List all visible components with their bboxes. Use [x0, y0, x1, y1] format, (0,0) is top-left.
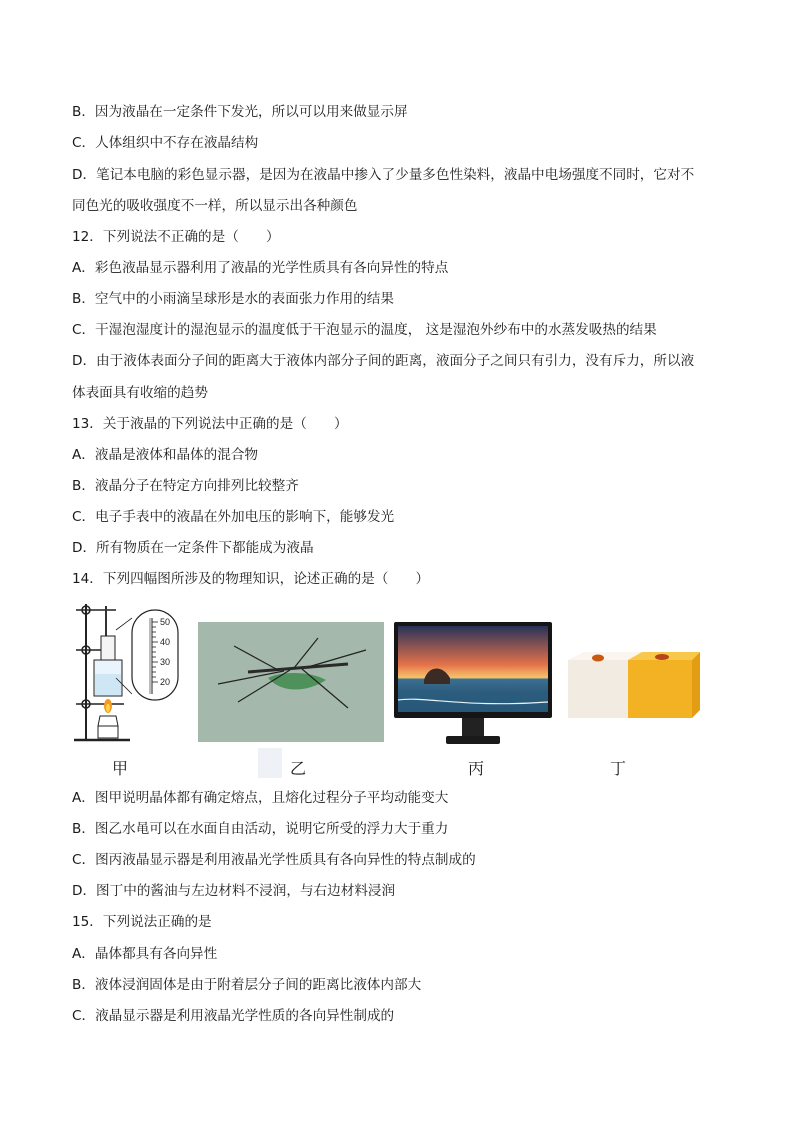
option-13a: A．液晶是液体和晶体的混合物: [72, 447, 259, 463]
option-14c: C．图丙液晶显示器是利用液晶光学性质具有各向异性的特点制成的: [72, 852, 476, 868]
option-13d: D．所有物质在一定条件下都能成为液晶: [72, 540, 314, 556]
question-13: 13．关于液晶的下列说法中正确的是（ ）: [72, 416, 348, 432]
tick-label: 40: [160, 637, 171, 647]
figure-label-ding: 丁: [610, 759, 627, 778]
option-11d-cont: 同色光的吸收强度不一样，所以显示出各种颜色: [72, 198, 358, 214]
question-15: 15．下列说法正确的是: [72, 914, 212, 930]
lcd-monitor-image: [394, 622, 554, 750]
option-15a: A．晶体都具有各向异性: [72, 946, 218, 962]
option-13c: C．电子手表中的液晶在外加电压的影响下，能够发光: [72, 509, 395, 525]
figure-label-bing: 丙: [468, 759, 485, 778]
option-11b: B．因为液晶在一定条件下发光，所以可以用来做显示屏: [72, 104, 408, 120]
material-blocks-image: [564, 650, 704, 722]
tick-label: 50: [160, 617, 171, 627]
tick-label: 30: [160, 657, 171, 667]
option-14b: B．图乙水黾可以在水面自由活动，说明它所受的浮力大于重力: [72, 821, 449, 837]
option-15c: C．液晶显示器是利用液晶光学性质的各向异性制成的: [72, 1008, 395, 1024]
water-strider-image: [198, 622, 384, 742]
figure-label-yi: 乙: [290, 759, 307, 778]
option-12b: B．空气中的小雨滴呈球形是水的表面张力作用的结果: [72, 291, 394, 307]
option-14a: A．图甲说明晶体都有确定熔点，且熔化过程分子平均动能变大: [72, 790, 449, 806]
option-12a: A．彩色液晶显示器利用了液晶的光学性质具有各向异性的特点: [72, 260, 449, 276]
image-gap: [258, 748, 282, 778]
option-14d: D．图丁中的酱油与左边材料不浸润，与右边材料浸润: [72, 883, 396, 899]
option-12d: D．由于液体表面分子间的距离大于液体内部分子间的距离，液面分子之间只有引力，没有斥力，所以液: [72, 353, 695, 369]
option-12c: C．干湿泡湿度计的湿泡显示的温度低于干泡显示的温度， 这是湿泡外纱布中的水蒸发吸热的结果: [72, 322, 657, 338]
question-12: 12．下列说法不正确的是（ ）: [72, 229, 280, 245]
option-15b: B．液体浸润固体是由于附着层分子间的距离比液体内部大: [72, 977, 422, 993]
question-14: 14．下列四幅图所涉及的物理知识，论述正确的是（ ）: [72, 571, 430, 587]
figure-14: [72, 598, 704, 780]
option-11d: D．笔记本电脑的彩色显示器，是因为在液晶中掺入了少量多色性染料，液晶中电场强度不同时，它对不: [72, 167, 695, 183]
melting-apparatus-image: [72, 598, 190, 748]
option-11c: C．人体组织中不存在液晶结构: [72, 135, 259, 151]
option-13b: B．液晶分子在特定方向排列比较整齐: [72, 478, 299, 494]
option-12d-cont: 体表面具有收缩的趋势: [72, 385, 208, 401]
figure-label-jia: 甲: [112, 759, 129, 778]
tick-label: 20: [160, 677, 171, 687]
